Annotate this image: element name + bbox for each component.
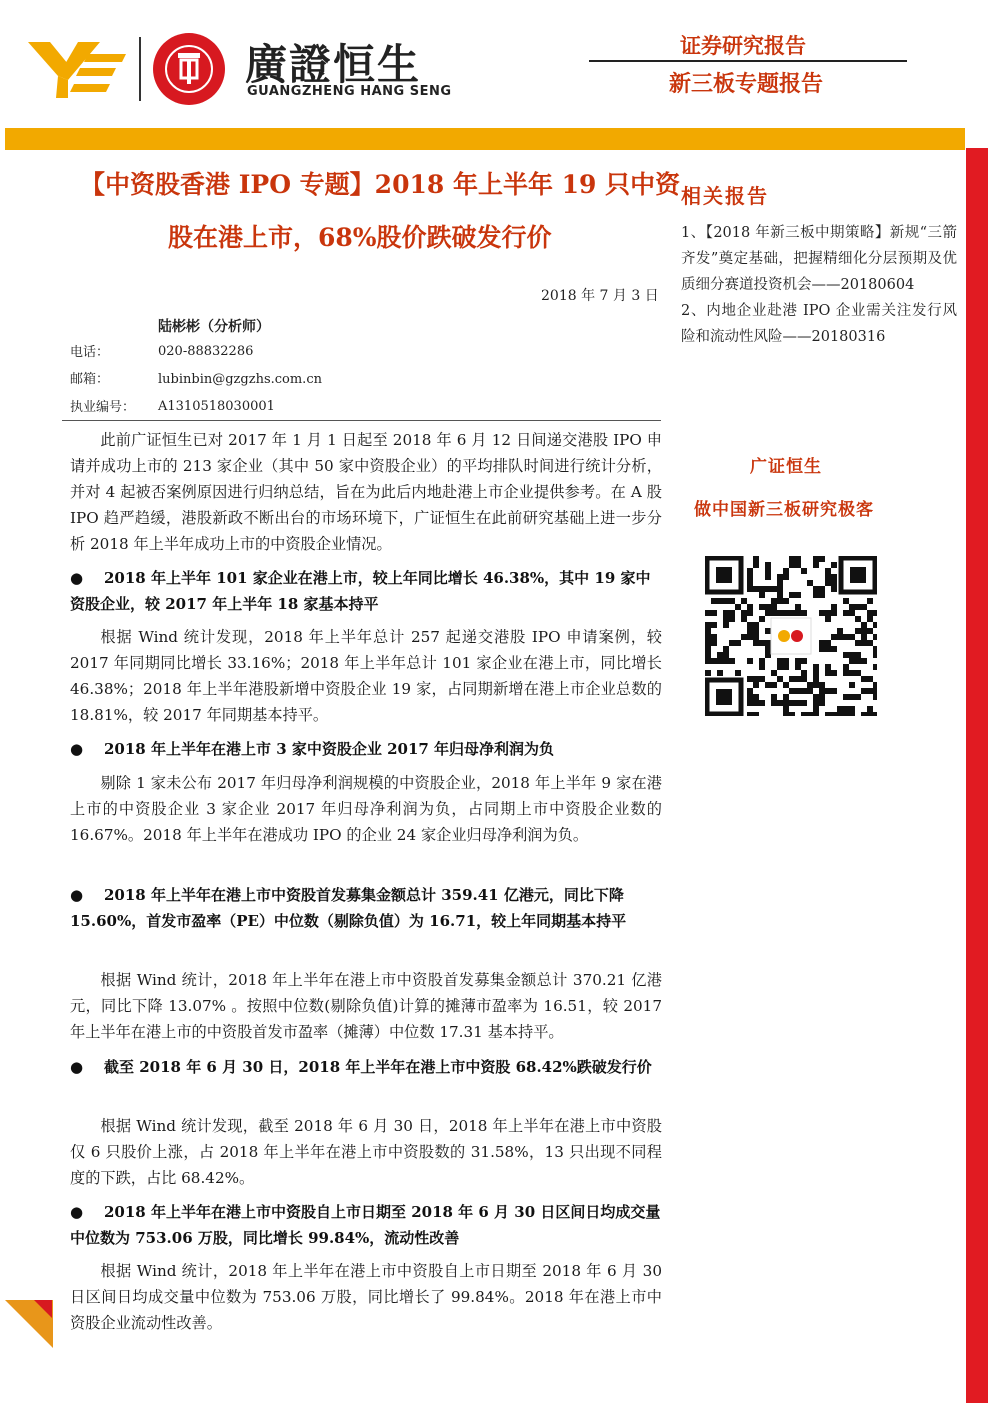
slogan-text: 做中国新三板研究极客 [694, 500, 874, 520]
key-point-text: 根据 Wind 统计发现，截至 2018 年 6 月 30 日，2018 年上半年在港上市中资股仅 6 只股价上涨，占 2018 年上半年在港上市中资股数的 31.58%，13 只出现不同程度的下跌，占比 68.42%。 [70, 1117, 662, 1187]
bullet-icon: ● [70, 1058, 84, 1076]
report-title-line-2: 股在港上市，68%股价跌破发行价 [168, 223, 552, 252]
key-point-heading: ● 2018 年上半年 101 家企业在港上市，较上年同比增长 46.38%，其中 19 家中资股企业，较 2017 年上半年 18 家基本持平 [70, 565, 662, 617]
company-seal-icon [153, 33, 225, 105]
related-reports-list [681, 220, 957, 350]
bullet-icon: ● [70, 1203, 84, 1221]
key-point-heading: ● 截至 2018 年 6 月 30 日，2018 年上半年在港上市中资股 68.42%跌破发行价 [70, 1054, 662, 1080]
report-date: 2018 年 7 月 3 日 [541, 288, 659, 304]
license-label: 执业编号： [70, 400, 136, 415]
side-decor-bar [966, 148, 988, 1403]
corner-decor-red [34, 1300, 52, 1318]
header-rule [589, 60, 907, 62]
info-divider [62, 420, 661, 421]
key-point-heading: ● 2018 年上半年在港上市 3 家中资股企业 2017 年归母净利润为负 [70, 736, 662, 762]
analyst-name: 陆彬彬（分析师） [158, 319, 270, 335]
slogan-brand: 广证恒生 [750, 457, 822, 477]
brand-name-english: GUANGZHENG HANG SENG [247, 84, 452, 99]
report-title-line-1: 【中资股香港 IPO 专题】2018 年上半年 19 只中资 [80, 170, 681, 199]
phone-value: 020-88832286 [158, 344, 254, 359]
key-point-heading: ● 2018 年上半年在港上市中资股首发募集金额总计 359.41 亿港元，同比下降 15.60%，首发市盈率（PE）中位数（剔除负值）为 16.71，较上年同期基本持平 [70, 882, 662, 934]
license-value: A1310518030001 [158, 399, 275, 414]
header-banner [5, 128, 965, 150]
related-report-item[interactable]: 1、【2018 年新三板中期策略】新规“三箭齐发”奠定基础，把握精细化分层预期及优质细分赛道投资机会——20180604 [681, 225, 957, 293]
key-point-text: 根据 Wind 统计发现，2018 年上半年总计 257 起递交港股 IPO 申请案例，较 2017 年同期同比增长 33.16%；2018 年上半年总计 101 家企业在港上市，同比增长 46.38%；2018 年上半年港股新增中资股企业 19 家，占同期新增在港上市企业总数的 18.81%，较 2017 年同期基本持平。 [70, 628, 662, 724]
related-reports-title: 相关报告 [681, 184, 769, 208]
email-value[interactable]: lubinbin@gzgzhs.com.cn [158, 372, 322, 387]
key-point-text: 剔除 1 家未公布 2017 年归母净利润规模的中资股企业，2018 年上半年 9 家在港上市的中资股企业 3 家企业 2017 年归母净利润为负，占同期上市中资股企业数的 16.67%。2018 年上半年在港成功 IPO 的企业 24 家企业归母净利润为负。 [70, 774, 662, 844]
qr-code-icon[interactable] [705, 556, 877, 716]
bullet-icon: ● [70, 569, 84, 587]
key-point-text: 根据 Wind 统计，2018 年上半年在港上市中资股自上市日期至 2018 年 6 月 30 日区间日均成交量中位数为 753.06 万股，同比增长了 99.84%。2018 年在港上市中资股企业流动性改善。 [70, 1262, 662, 1332]
key-point-text: 根据 Wind 统计，2018 年上半年在港上市中资股首发募集金额总计 370.21 亿港元，同比下降 13.07% 。按照中位数(剔除负值)计算的摊薄市盈率为 16.51，较 2017 年上半年在港上市的中资股首发市盈率（摊薄）中位数 17.31 基本持平。 [70, 971, 662, 1041]
brand-name: 廣證恒生 [245, 40, 422, 89]
report-type: 证券研究报告 [680, 34, 806, 58]
key-point-heading: ● 2018 年上半年在港上市中资股自上市日期至 2018 年 6 月 30 日区间日均成交量中位数为 753.06 万股，同比增长 99.84%，流动性改善 [70, 1199, 662, 1251]
intro-paragraph: 此前广证恒生已对 2017 年 1 月 1 日起至 2018 年 6 月 12 日间递交港股 IPO 申请并成功上市的 213 家企业（其中 50 家中资股企业）的平均排队时间进行统计分析，并对 4 起被否案例原因进行归纳总结，旨在为此后内地赴港上市企业提供参考。在 A 股 IPO 趋严趋缓，港股新政不断出台的市场环境下，广证恒生在此前研究基础上进一步分析 2018 年上半年成功上市的中资股企业情况。 [70, 431, 662, 553]
report-subtype: 新三板专题报告 [669, 72, 824, 97]
company-logo-mark [28, 40, 128, 98]
email-label: 邮箱： [70, 372, 110, 387]
logo-divider [139, 37, 141, 101]
bullet-icon: ● [70, 886, 84, 904]
bullet-icon: ● [70, 740, 84, 758]
related-report-item[interactable]: 2、内地企业赴港 IPO 企业需关注发行风险和流动性风险——20180316 [681, 303, 957, 345]
phone-label: 电话： [70, 345, 110, 360]
